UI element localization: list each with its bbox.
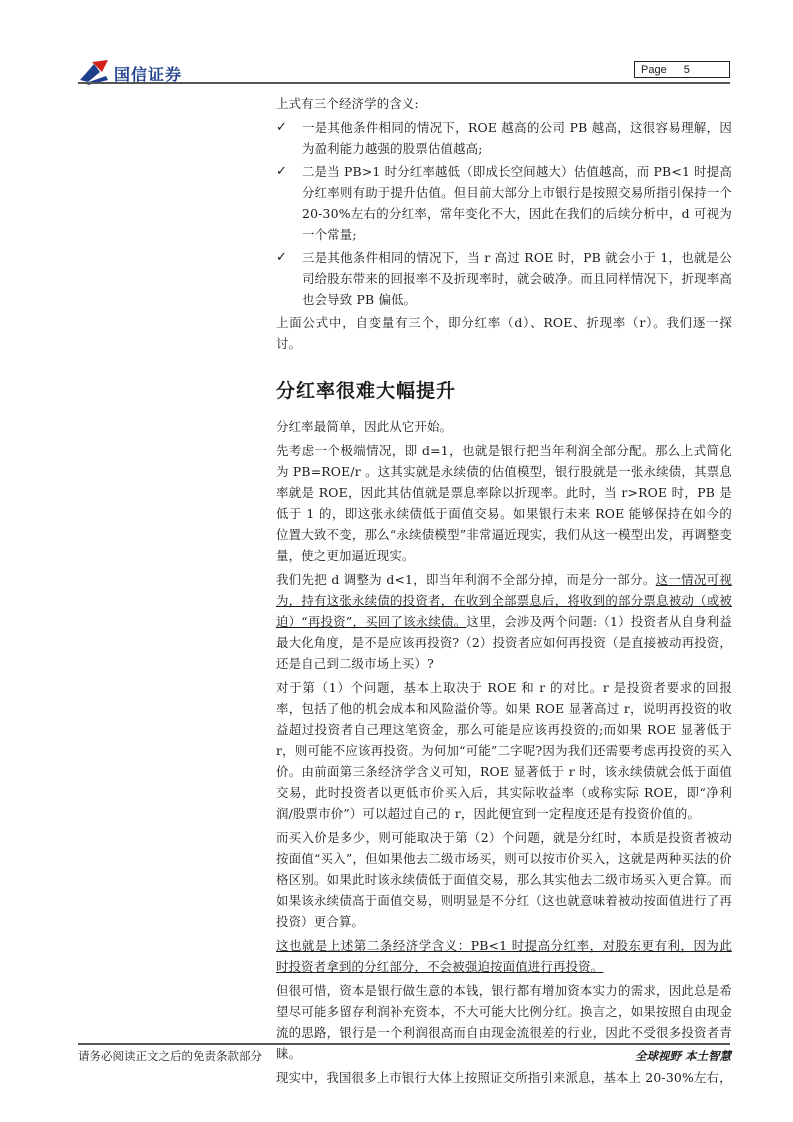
- paragraph-text: 这里，会涉及两个问题:（1）投资者从自身利益最大化角度，是不是应该再投资?（2）投资者应如何再投资（是直接被动再投资，还是自己到二级市场上买）?: [276, 614, 732, 671]
- summary-text: 上面公式中，自变量有三个，即分红率（d）、ROE、折现率（r）。我们逐一探讨。: [276, 315, 732, 351]
- intro-text: 上式有三个经济学的含义:: [276, 96, 419, 111]
- page-number: 5: [683, 64, 690, 76]
- paragraph: [276, 935, 732, 977]
- bullet-text: 三是其他条件相同的情况下，当 r 高过 ROE 时，PB 就会小于 1，也就是公司给股东带来的回报率不及折现率时，就会破净。而且同样情况下，折现率高也会导致 PB 偏低。: [302, 250, 732, 307]
- section-heading: 分红率很难大幅提升: [276, 380, 457, 402]
- underlined-text: 这也就是上述第二条经济学含义：PB<1 时提高分红率，对股东更有利，因为此时投资者拿到的分红部分，不会被强迫按面值进行再投资。: [276, 938, 732, 974]
- page-indicator: [634, 61, 730, 78]
- checkmark-icon: ✓: [276, 120, 288, 135]
- paragraph: 现实中，我国很多上市银行大体上按照证交所指引来派息，基本上 20-30%左右，: [276, 1070, 732, 1085]
- paragraph: 但很可惜，资本是银行做生意的本钱，银行都有增加资本实力的需求，因此总是希望尽可能多留存利润补充资本，不大可能大比例分红。换言之，如果按照自由现金流的思路，银行是一个利润很高而自由现金流很差的行业，因此不受很多投资者青睐。: [276, 983, 732, 1061]
- bullet-item: [276, 117, 732, 159]
- footer-slogan: 全球视野 本土智慧: [634, 1049, 731, 1063]
- bullet-item: [276, 161, 732, 245]
- checkmark-icon: ✓: [276, 164, 288, 179]
- footer-divider: [78, 1043, 730, 1045]
- bullet-text: 一是其他条件相同的情况下，ROE 越高的公司 PB 越高，这很容易理解，因为盈利能力越强的股票估值越高;: [302, 120, 732, 156]
- underlined-text: 这一情况可视为，持有这张永续债的投资者，在收到全部票息后，将收到的部分票息被动（或被迫）“再投资”，买回了该永续债。: [276, 572, 733, 629]
- paragraph: 而买入价是多少，则可能取决于第（2）个问题，就是分红时，本质是投资者被动按面值“买入”，但如果他去二级市场买，则可以按市价买入，这就是两种买法的价格区别。如果此时该永续债低于面值交易，那么其实他去二级市场买入更合算。而如果该永续债高于面值交易，则明显是不分红（这也就意味着被动按面值进行了再投资）更合算。: [276, 830, 732, 929]
- checkmark-icon: ✓: [276, 250, 288, 265]
- paragraph: 对于第（1）个问题，基本上取决于 ROE 和 r 的对比。r 是投资者要求的回报率，包括了他的机会成本和风险溢价等。如果 ROE 显著高过 r，说明再投资的收益超过投资者自己理这笔资金，那么可能是应该再投资的;而如果 ROE 显著低于 r，则可能不应该再投资。为何加“可能”二字呢?因为我们还需要考虑再投资的买入价。由前面第三条经济学含义可知，ROE 显著低于 r 时，该永续债就会低于面值交易，此时投资者以更低市价买入后，其实际收益率（或称实际 ROE，即“净利润/股票市价”）可以超过自己的 r，因此便宜到一定程度还是有投资价值的。: [276, 680, 732, 821]
- logo-text: 国信证券: [114, 65, 183, 84]
- bullet-text: 二是当 PB>1 时分红率越低（即成长空间越大）估值越高，而 PB<1 时提高分红率则有助于提升估值。但目前大部分上市银行是按照交易所指引保持一个 20-30%左右的分红率，常年变化不大，因此在我们的后续分析中，d 可视为一个常量;: [302, 164, 732, 242]
- paragraph: 分红率最简单，因此从它开始。: [276, 419, 453, 434]
- paragraph: 先考虑一个极端情况，即 d=1，也就是银行把当年利润全部分配。那么上式简化为 PB=ROE/r 。这其实就是永续债的估值模型，银行股就是一张永续债，其票息率就是 ROE，因此其估值就是票息率除以折现率。此时，当 r>ROE 时，PB 是低于 1 的，即这张永续债低于面值交易。如果银行未来 ROE 能够保持在如今的位置大致不变，那么“永续债模型”非常逼近现实，我们从这一模型出发，再调整变量，使之更加逼近现实。: [276, 443, 732, 563]
- header-divider: [78, 82, 730, 84]
- paragraph: [276, 569, 732, 674]
- paragraph-text: 我们先把 d 调整为 d<1，即当年利润不全部分掉，而是分一部分。: [276, 572, 656, 587]
- main-content: [276, 93, 732, 1091]
- bullet-item: [276, 247, 732, 310]
- page-label: Page: [641, 64, 667, 76]
- footer-disclaimer: 请务必阅读正文之后的免责条款部分: [78, 1049, 262, 1063]
